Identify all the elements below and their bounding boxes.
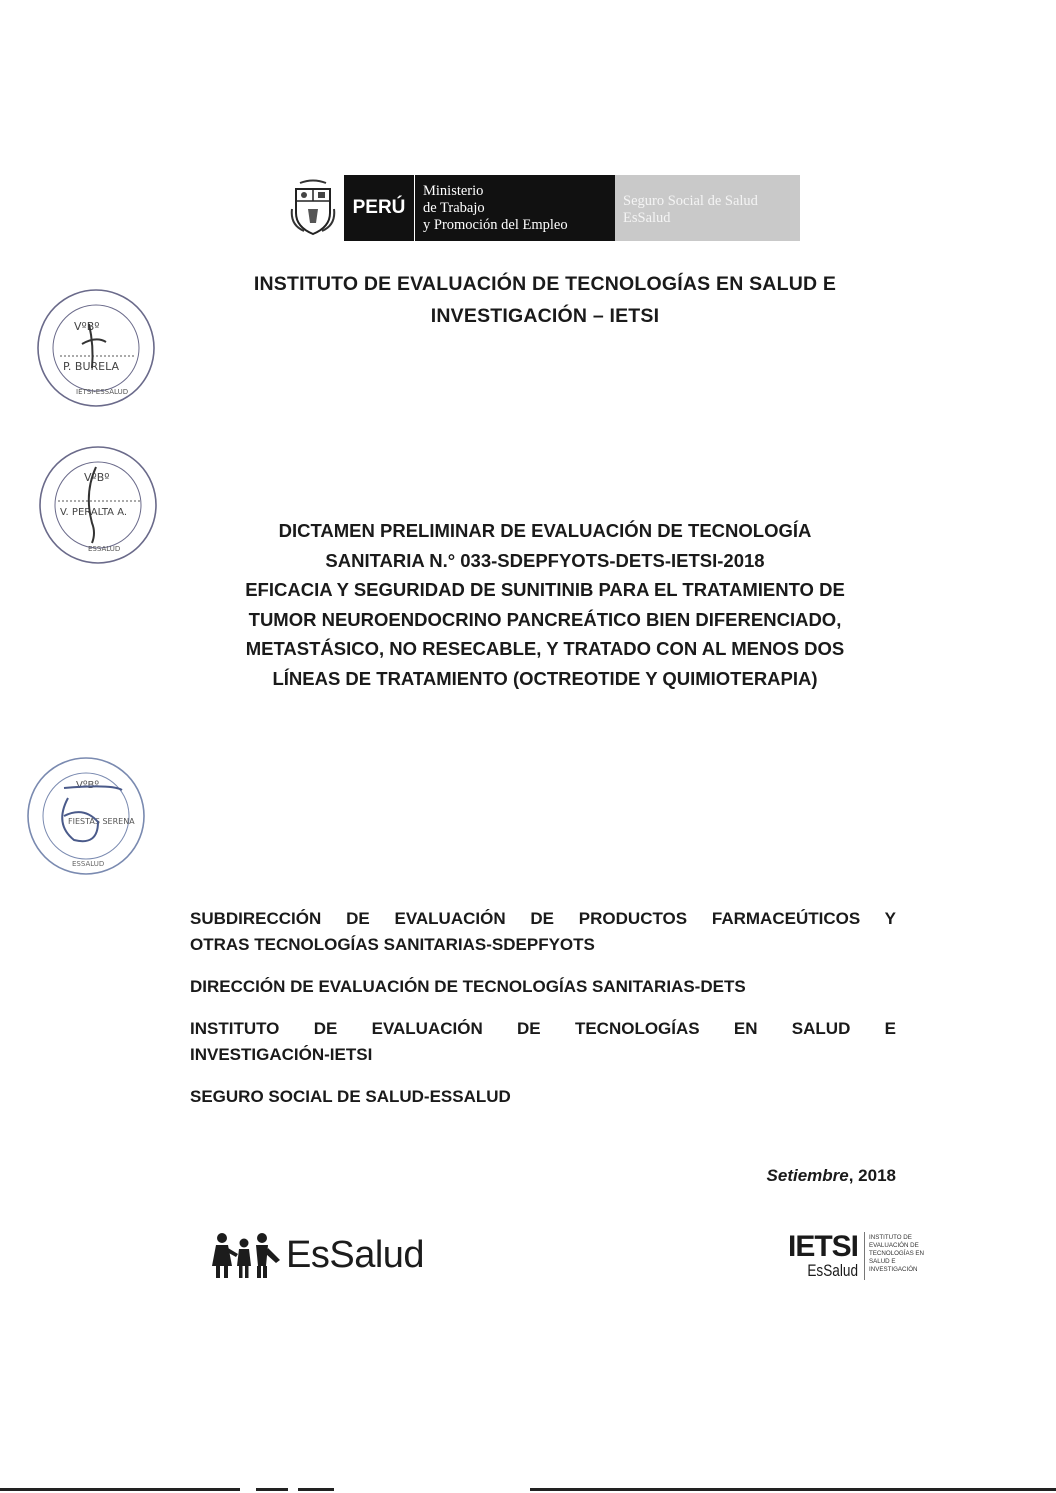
- ietsi-small-line: SALUD E: [869, 1258, 896, 1265]
- ietsi-small-line: INVESTIGACIÓN: [869, 1266, 918, 1273]
- footer-divider: [256, 1488, 288, 1491]
- seguro-line: EsSalud: [623, 210, 671, 226]
- ministry-line: y Promoción del Empleo: [423, 217, 568, 233]
- ministry-line: de Trabajo: [423, 200, 485, 216]
- approval-stamp-peralta: [36, 443, 160, 567]
- stamp-vb-label: VºBº: [74, 320, 100, 333]
- signature-mark: [62, 786, 122, 841]
- date-year: , 2018: [848, 1166, 896, 1185]
- date-month: Setiembre: [766, 1166, 849, 1185]
- stamp-name: P. BURELA: [63, 360, 120, 373]
- footer-divider: [298, 1488, 334, 1491]
- ietsi-logo: [788, 1232, 941, 1280]
- dictamen-line: EFICACIA Y SEGURIDAD DE SUNITINIB PARA EL TRATAMIENTO DE: [245, 579, 845, 600]
- org-dets: DIRECCIÓN DE EVALUACIÓN DE TECNOLOGÍAS SANITARIAS-DETS: [190, 977, 746, 996]
- seguro-social-label: [615, 175, 800, 241]
- stamp-name: FIESTAS SERENA: [68, 817, 135, 826]
- org-line: INSTITUTO DE EVALUACIÓN DE TECNOLOGÍAS EN SALUD E: [190, 1019, 896, 1038]
- ietsi-small-line: TECNOLOGÍAS EN: [869, 1250, 925, 1257]
- org-sdepfyots: [190, 906, 896, 958]
- footer-divider: [0, 1488, 240, 1491]
- org-line: SUBDIRECCIÓN DE EVALUACIÓN DE PRODUCTOS FARMACEÚTICOS Y: [190, 909, 896, 928]
- coat-of-arms-icon: [282, 175, 344, 241]
- dictamen-line: METASTÁSICO, NO RESECABLE, Y TRATADO CON AL MENOS DOS: [245, 638, 845, 659]
- ietsi-small-line: EVALUACIÓN DE: [869, 1242, 919, 1249]
- seguro-line: Seguro Social de Salud: [623, 193, 758, 209]
- stamp-vb-label: VºBº: [84, 471, 110, 484]
- peru-label: PERÚ: [344, 175, 415, 241]
- institute-title-line: INVESTIGACIÓN – IETSI: [430, 305, 660, 327]
- institute-title-line: INSTITUTO DE EVALUACIÓN DE TECNOLOGÍAS EN SALUD E: [253, 273, 837, 295]
- ministry-line: Ministerio: [423, 183, 484, 199]
- essalud-logo: [210, 1228, 424, 1282]
- stamp-bottom-text: ESSALUD: [72, 860, 105, 868]
- org-essalud: SEGURO SOCIAL DE SALUD-ESSALUD: [190, 1087, 511, 1106]
- dictamen-title: [150, 516, 940, 693]
- ietsi-sub-wordmark: EsSalud: [807, 1261, 859, 1280]
- approval-stamp-fiestas: [24, 754, 148, 878]
- ministry-label: [415, 175, 615, 241]
- stamp-name: V. PERALTA A.: [60, 507, 128, 518]
- dictamen-line: LÍNEAS DE TRATAMIENTO (OCTREOTIDE Y QUIMIOTERAPIA): [272, 667, 818, 689]
- dictamen-line: TUMOR NEUROENDOCRINO PANCREÁTICO BIEN DIFERENCIADO,: [248, 608, 842, 630]
- ietsi-small-line: INSTITUTO DE: [869, 1234, 912, 1241]
- footer-divider: [530, 1488, 1056, 1491]
- government-logo-band: [282, 175, 800, 241]
- stamp-bottom-text: ESSALUD: [88, 545, 121, 553]
- approval-stamp-burela: [34, 286, 158, 410]
- org-line: INVESTIGACIÓN-IETSI: [190, 1045, 373, 1064]
- ietsi-small-text: [865, 1232, 941, 1280]
- org-ietsi: [190, 1016, 896, 1068]
- document-date: [700, 1166, 896, 1186]
- ietsi-wordmark: IETSI: [788, 1230, 859, 1263]
- family-icon: [210, 1230, 282, 1280]
- institute-title: [180, 268, 910, 332]
- essalud-wordmark: EsSalud: [286, 1233, 425, 1276]
- stamp-bottom-text: IETSI-ESSALUD: [76, 388, 129, 396]
- dictamen-line: SANITARIA N.° 033-SDEPFYOTS-DETS-IETSI-2018: [325, 549, 765, 571]
- org-line: OTRAS TECNOLOGÍAS SANITARIAS-SDEPFYOTS: [190, 935, 595, 954]
- dictamen-line: DICTAMEN PRELIMINAR DE EVALUACIÓN DE TECNOLOGÍA: [278, 520, 812, 541]
- stamp-vb-label: VºBº: [76, 780, 100, 791]
